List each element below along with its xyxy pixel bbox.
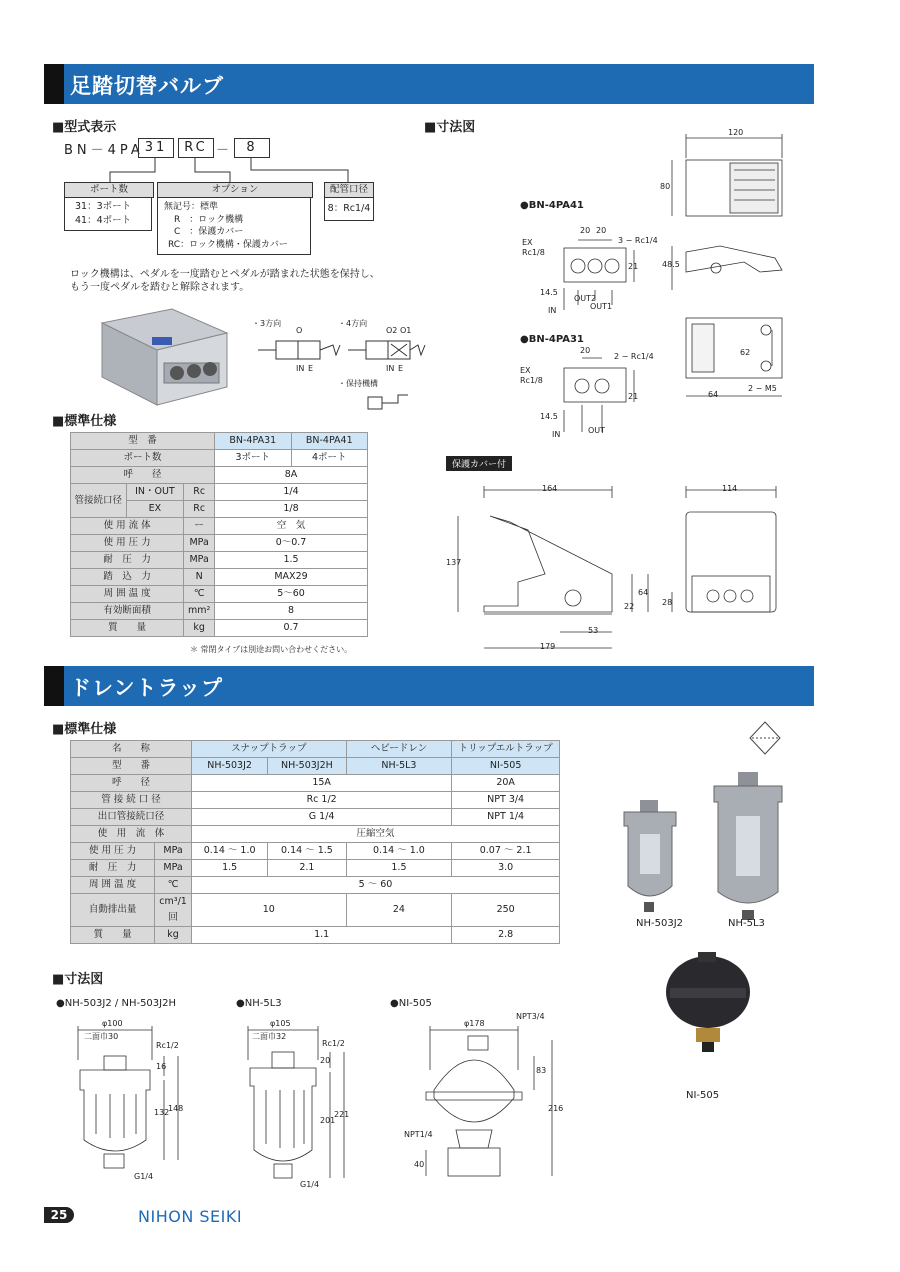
dim-label: 40 — [414, 1160, 425, 1169]
option-line: R ：ロック機構 — [174, 214, 244, 225]
dim-label: Rc1/8 — [522, 248, 545, 257]
dims2-heading: ■寸法図 — [52, 972, 104, 987]
spec1-row-label: 踏 込 力 — [71, 569, 184, 586]
spec2-cell: 0.14 〜 1.5 — [268, 843, 346, 860]
dims2-label-b: ●NH-5L3 — [236, 998, 282, 1009]
model-dash: － — [216, 143, 234, 158]
spec2-cell: 24 — [346, 894, 452, 927]
dim-label: 20 — [320, 1056, 331, 1065]
spec2-head: NH-503J2H — [268, 758, 346, 775]
spec2-row-label: 周 囲 温 度 — [71, 877, 155, 894]
port-header: ポート数 — [64, 182, 154, 198]
dim-label: 二面巾30 — [84, 1032, 119, 1041]
spec2-head: NI-505 — [452, 758, 560, 775]
spec2-cell: 20A — [452, 775, 560, 792]
option-line: 無記号：標準 — [164, 202, 219, 212]
lock-note-2: もう一度ペダルを踏むと解除されます。 — [70, 282, 250, 293]
spec2-cell: 1.5 — [346, 860, 452, 877]
spec2-cell: 3.0 — [452, 860, 560, 877]
dims2-drawing — [0, 1000, 900, 1200]
dims1-heading: ■寸法図 — [424, 120, 476, 135]
spec2-row-label: 自動排出量 — [71, 894, 155, 927]
sym-in: IN — [296, 364, 305, 373]
sym-e: E — [308, 364, 314, 373]
dims-bn31-label: ●BN-4PA31 — [520, 334, 584, 345]
page-number: 25 — [44, 1207, 74, 1223]
spec1-row-label: EX — [126, 501, 184, 518]
spec2-unit: MPa — [155, 860, 192, 877]
spec2-cell: 5 〜 60 — [192, 877, 560, 894]
spec1-row-label: 周 囲 温 度 — [71, 586, 184, 603]
dims2-label-c: ●NI-505 — [390, 998, 432, 1009]
spec1-row-label: ポート数 — [71, 450, 215, 467]
dim-label: 120 — [728, 128, 744, 137]
dim-label: OUT1 — [590, 302, 613, 311]
spec1-cell: 4ポート — [291, 450, 368, 467]
pipe-header: 配管口径 — [324, 182, 374, 198]
dim-label: 216 — [548, 1104, 564, 1113]
dim-label: NPT3/4 — [516, 1012, 545, 1021]
dims2-label-a: ●NH-503J2 / NH-503J2H — [56, 998, 176, 1009]
section-title: 足踏切替バルブ — [70, 74, 224, 98]
spec2-row-label: 耐 圧 力 — [71, 860, 155, 877]
spec1-heading: ■標準仕様 — [52, 414, 117, 429]
dim-label: φ105 — [270, 1019, 291, 1028]
spec2-head: スナップトラップ — [192, 741, 347, 758]
dim-label: 22 — [624, 602, 635, 611]
spec2-cell: G 1/4 — [192, 809, 452, 826]
dims-bn41-label: ●BN-4PA41 — [520, 200, 584, 211]
dim-label: 2 − Rc1/4 — [614, 352, 654, 361]
spec2-heading: ■標準仕様 — [52, 722, 117, 737]
dim-label: 21 — [628, 262, 639, 271]
dim-label: Rc1/2 — [156, 1041, 179, 1050]
model-heading: ■型式表示 — [52, 120, 117, 135]
spec1-row-label: 質 量 — [71, 620, 184, 637]
spec2-cell: NPT 3/4 — [452, 792, 560, 809]
option-header: オプション — [157, 182, 313, 198]
dim-label: 53 — [588, 626, 599, 635]
dim-label: 20 — [580, 346, 591, 355]
dim-label: 83 — [536, 1066, 547, 1075]
spec2-cell: 10 — [192, 894, 347, 927]
spec2-cell: 250 — [452, 894, 560, 927]
nh5l3-photo — [714, 772, 782, 920]
spec1-unit: kg — [184, 620, 215, 637]
dim-label: 179 — [540, 642, 556, 651]
dim-label: 21 — [628, 392, 639, 401]
dim-label: 20 — [596, 226, 607, 235]
spec1-cell: 1.5 — [215, 552, 368, 569]
spec1-cell: 0〜0.7 — [215, 535, 368, 552]
dim-label: IN — [548, 306, 557, 315]
spec2-row-label: 使 用 圧 力 — [71, 843, 155, 860]
dim-label: OUT — [588, 426, 606, 435]
sym-e-4: E — [398, 364, 404, 373]
spec1-cell: 1/4 — [215, 484, 368, 501]
spec1-cell: 5〜60 — [215, 586, 368, 603]
model-code-option: RC — [178, 138, 214, 158]
symbol-4way-label: ・4方向 — [338, 319, 368, 328]
dim-label: 221 — [334, 1110, 350, 1119]
spec1-col-bn31: BN-4PA31 — [215, 433, 291, 450]
spec2-unit: kg — [155, 927, 192, 944]
spec2-cell: 1.5 — [192, 860, 268, 877]
dim-label: Rc1/2 — [322, 1039, 345, 1048]
spec2-cell: 2.8 — [452, 927, 560, 944]
spec1-unit: Rc — [184, 501, 215, 518]
dim-label: EX — [520, 366, 531, 375]
spec2-cell: 2.1 — [268, 860, 346, 877]
photo-label-nh503: NH-503J2 — [636, 918, 684, 929]
port-line: 41：4ポート — [75, 215, 132, 226]
spec1-cell: 3ポート — [215, 450, 291, 467]
spec2-head: トリップエルトラップ — [452, 741, 560, 758]
dim-label: 148 — [168, 1104, 184, 1113]
dim-label: 二面巾32 — [252, 1032, 287, 1041]
spec1-unit: ℃ — [184, 586, 215, 603]
nh503-photo — [624, 800, 676, 912]
spec1-unit: mm² — [184, 603, 215, 620]
spec2-row-label: 出口管接続口径 — [71, 809, 192, 826]
sym-o1: O1 — [400, 326, 412, 335]
filter-symbol-icon — [750, 722, 780, 754]
spec2-row-label: 呼 径 — [71, 775, 192, 792]
dim-label: 64 — [708, 390, 719, 399]
photo-label-nh5l3: NH-5L3 — [728, 918, 765, 929]
dim-label: NPT1/4 — [404, 1130, 433, 1139]
spec2-table — [70, 740, 560, 944]
spec2-cell: NPT 1/4 — [452, 809, 560, 826]
dim-label: φ100 — [102, 1019, 123, 1028]
spec2-cell: 0.14 〜 1.0 — [346, 843, 452, 860]
dim-label: 114 — [722, 484, 738, 493]
spec2-cell: 圧縮空気 — [192, 826, 560, 843]
spec1-unit: MPa — [184, 535, 215, 552]
spec1-group-label: 管接続口径 — [71, 484, 127, 518]
option-line: RC：ロック機構・保護カバー — [168, 239, 288, 250]
dim-label: 20 — [580, 226, 591, 235]
dim-label: Rc1/8 — [520, 376, 543, 385]
model-code-pipe: 8 — [234, 138, 270, 158]
spec1-row-label: 呼 径 — [71, 467, 215, 484]
spec1-cell: 8 — [215, 603, 368, 620]
spec2-cell: Rc 1/2 — [192, 792, 452, 809]
lock-note-1: ロック機構は、ペダルを一度踏むとペダルが踏まれた状態を保持し、 — [70, 269, 380, 280]
dim-label: 64 — [638, 588, 649, 597]
dim-label: 48.5 — [662, 260, 680, 269]
photo-label-ni505: NI-505 — [686, 1090, 720, 1101]
spec2-cell: 0.14 〜 1.0 — [192, 843, 268, 860]
spec1-row-label: IN・OUT — [126, 484, 184, 501]
section-banner-drain — [44, 666, 814, 706]
spec2-unit: cm³/1回 — [155, 894, 192, 927]
section-title: ドレントラップ — [70, 676, 224, 700]
spec2-unit: MPa — [155, 843, 192, 860]
model-code-port: 31 — [138, 138, 174, 158]
spec1-unit: ー — [184, 518, 215, 535]
port-line: 31：3ポート — [75, 201, 132, 212]
dim-label: EX — [522, 238, 533, 247]
pipe-line: 8：Rc1/4 — [327, 203, 371, 214]
spec1-cell: 0.7 — [215, 620, 368, 637]
dim-label: 62 — [740, 348, 751, 357]
spec1-row-label: 有効断面積 — [71, 603, 184, 620]
spec1-cell: 8A — [215, 467, 368, 484]
sym-o: O — [296, 326, 303, 335]
spec2-unit: ℃ — [155, 877, 192, 894]
dim-label: 14.5 — [540, 288, 558, 297]
spec1-cell: 空 気 — [215, 518, 368, 535]
spec1-col-bn41: BN-4PA41 — [291, 433, 368, 450]
spec1-unit: MPa — [184, 552, 215, 569]
spec2-cell: 0.07 〜 2.1 — [452, 843, 560, 860]
option-line: C ：保護カバー — [174, 227, 244, 237]
brand-logo: NIHON SEIKI — [138, 1207, 243, 1226]
symbol-3way-label: ・3方向 — [252, 319, 282, 328]
sym-o2: O2 — [386, 326, 398, 335]
spec1-cell: 1/8 — [215, 501, 368, 518]
dim-label: 16 — [156, 1062, 167, 1071]
dim-label: 80 — [660, 182, 671, 191]
spec1-unit: N — [184, 569, 215, 586]
spec2-row-label: 質 量 — [71, 927, 155, 944]
dim-label: 14.5 — [540, 412, 558, 421]
dim-label: 3 − Rc1/4 — [618, 236, 658, 245]
dim-label: G1/4 — [134, 1172, 154, 1181]
spec2-row-label: 使 用 流 体 — [71, 826, 192, 843]
spec2-head: NH-503J2 — [192, 758, 268, 775]
spec1-unit: Rc — [184, 484, 215, 501]
spec2-cell: 1.1 — [192, 927, 452, 944]
dim-label: 201 — [320, 1116, 336, 1125]
spec2-head: ヘビードレン — [346, 741, 452, 758]
dim-label: IN — [552, 430, 561, 439]
spec2-cell: 15A — [192, 775, 452, 792]
dim-label: OUT2 — [574, 294, 597, 303]
spec2-row-label: 型 番 — [71, 758, 192, 775]
spec2-row-label: 名 称 — [71, 741, 192, 758]
symbol-hold-label: ・保持機構 — [338, 379, 378, 388]
spec1-footnote: ＊ 常閉タイプは別途お問い合わせください。 — [190, 645, 353, 654]
dim-label: 2 − M5 — [748, 384, 777, 393]
spec2-head: NH-5L3 — [346, 758, 452, 775]
cover-tag: 保護カバー付 — [446, 456, 512, 471]
dim-label: 137 — [446, 558, 462, 567]
spec1-row-label: 耐 圧 力 — [71, 552, 184, 569]
spec2-row-label: 管 接 続 口 径 — [71, 792, 192, 809]
model-prefix: BN－4PA — [64, 143, 144, 158]
spec1-row-label: 使 用 圧 力 — [71, 535, 184, 552]
sym-in-4: IN — [386, 364, 395, 373]
dim-label: 132 — [154, 1108, 170, 1117]
dim-label: φ178 — [464, 1019, 485, 1028]
spec1-row-label: 使 用 流 体 — [71, 518, 184, 535]
dim-label: 28 — [662, 598, 673, 607]
dim-label: 164 — [542, 484, 558, 493]
spec1-cell: MAX29 — [215, 569, 368, 586]
spec1-col-model: 型 番 — [71, 433, 215, 450]
dim-label: G1/4 — [300, 1180, 320, 1189]
